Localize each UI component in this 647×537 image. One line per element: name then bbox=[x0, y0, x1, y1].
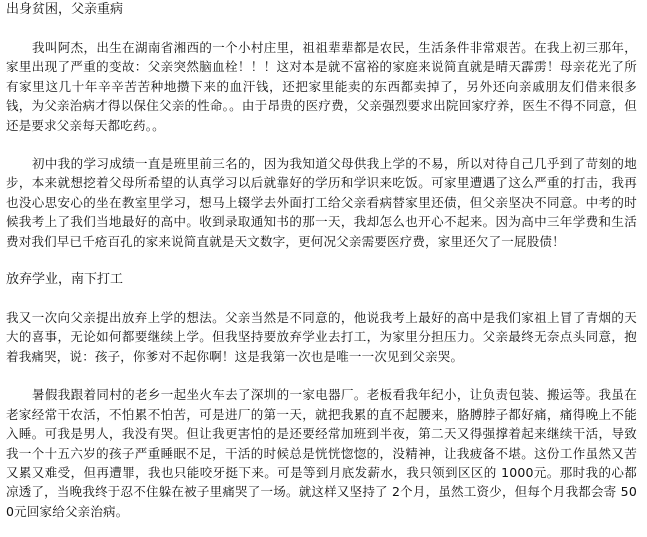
section-heading-2: 放弃学业，南下打工 bbox=[6, 272, 124, 288]
paragraph-3: 我又一次向父亲提出放弃上学的想法。父亲当然是不同意的，他说我考上最好的高中是我们家祖上冒了青烟的天大的喜事，无论如何都要继续上学。但我坚持要放弃学业去打工，为家里分担压力。父亲最终无奈点头同意，抱着我痛哭，说：孩子，你爹对不起你啊！这是我第一次也是唯一一次见到父亲哭。 bbox=[6, 310, 637, 364]
spacer bbox=[6, 366, 637, 385]
spacer bbox=[6, 251, 637, 270]
paragraph-1: 我叫阿杰，出生在湖南省湘西的一个小村庄里，祖祖辈辈都是农民，生活条件非常艰苦。在我上初三那年，家里出现了严重的变故：父亲突然脑血栓！！！这对本是就不富裕的家庭来说简直就是晴天霹雳！母亲花光了所有家里这几十年辛辛苦苦种地攒下来的血汗钱，还把家里能卖的东西都卖掉了，另外还向亲戚朋友们借来很多钱，为父亲治病才得以保住父亲的性命。。由于昂贵的医疗费，父亲强烈要求出院回家疗养，医生不得不同意，但还是要求父亲每天都吃药。。 bbox=[6, 40, 637, 133]
spacer bbox=[6, 135, 637, 154]
spacer bbox=[6, 289, 637, 308]
section-heading-1: 出身贫困，父亲重病 bbox=[6, 2, 124, 17]
spacer bbox=[6, 19, 637, 38]
paragraph-4: 暑假我跟着同村的老乡一起坐火车去了深圳的一家电器厂。老板看我年纪小，让负责包装、搬运等。我虽在老家经常干农活，不怕累不怕苦，可是进厂的第一天，就把我累的直不起腰来，胳膊脖子都好痛，痛得晚上不能入睡。可我是男人，我没有哭。但让我更害怕的是还要经常加班到半夜，第二天又得强撑着起来继续干活，导致我一个十五六岁的孩子严重睡眠不足，干活的时候总是恍恍惚惚的，没精神，让我疲备不堪。这份工作虽然又苦又累又难受，但再遭罪，我也只能咬牙挺下来。可是等到月底发薪水，我只领到区区的 1000元。那时我的心都凉透了，当晚我终于忍不住躲在被子里痛哭了一场。就这样又坚持了 2个月，虽然工资少，但每个月我都会寄 500元回家给父亲治病。 bbox=[6, 387, 637, 519]
paragraph-2: 初中我的学习成绩一直是班里前三名的，因为我知道父母供我上学的不易，所以对待自己几乎到了苛刻的地步，本来就想挖着父母所希望的认真学习以后就靠好的学历和学识来吃饭。可家里遭遇了这么严重的打击，我再也没心思安心的坐在教室里学习，想马上辍学去外面打工给父亲看病替家里还债，但父亲坚决不同意。中考的时候我考上了我们当地最好的高中。收到录取通知书的那一天，我却怎么也开心不起来。因为高中三年学费和生活费对我们早已千疮百孔的家来说简直就是天文数字，更何况父亲需要医疗费，家里还欠了一屁股债！ bbox=[6, 156, 637, 249]
